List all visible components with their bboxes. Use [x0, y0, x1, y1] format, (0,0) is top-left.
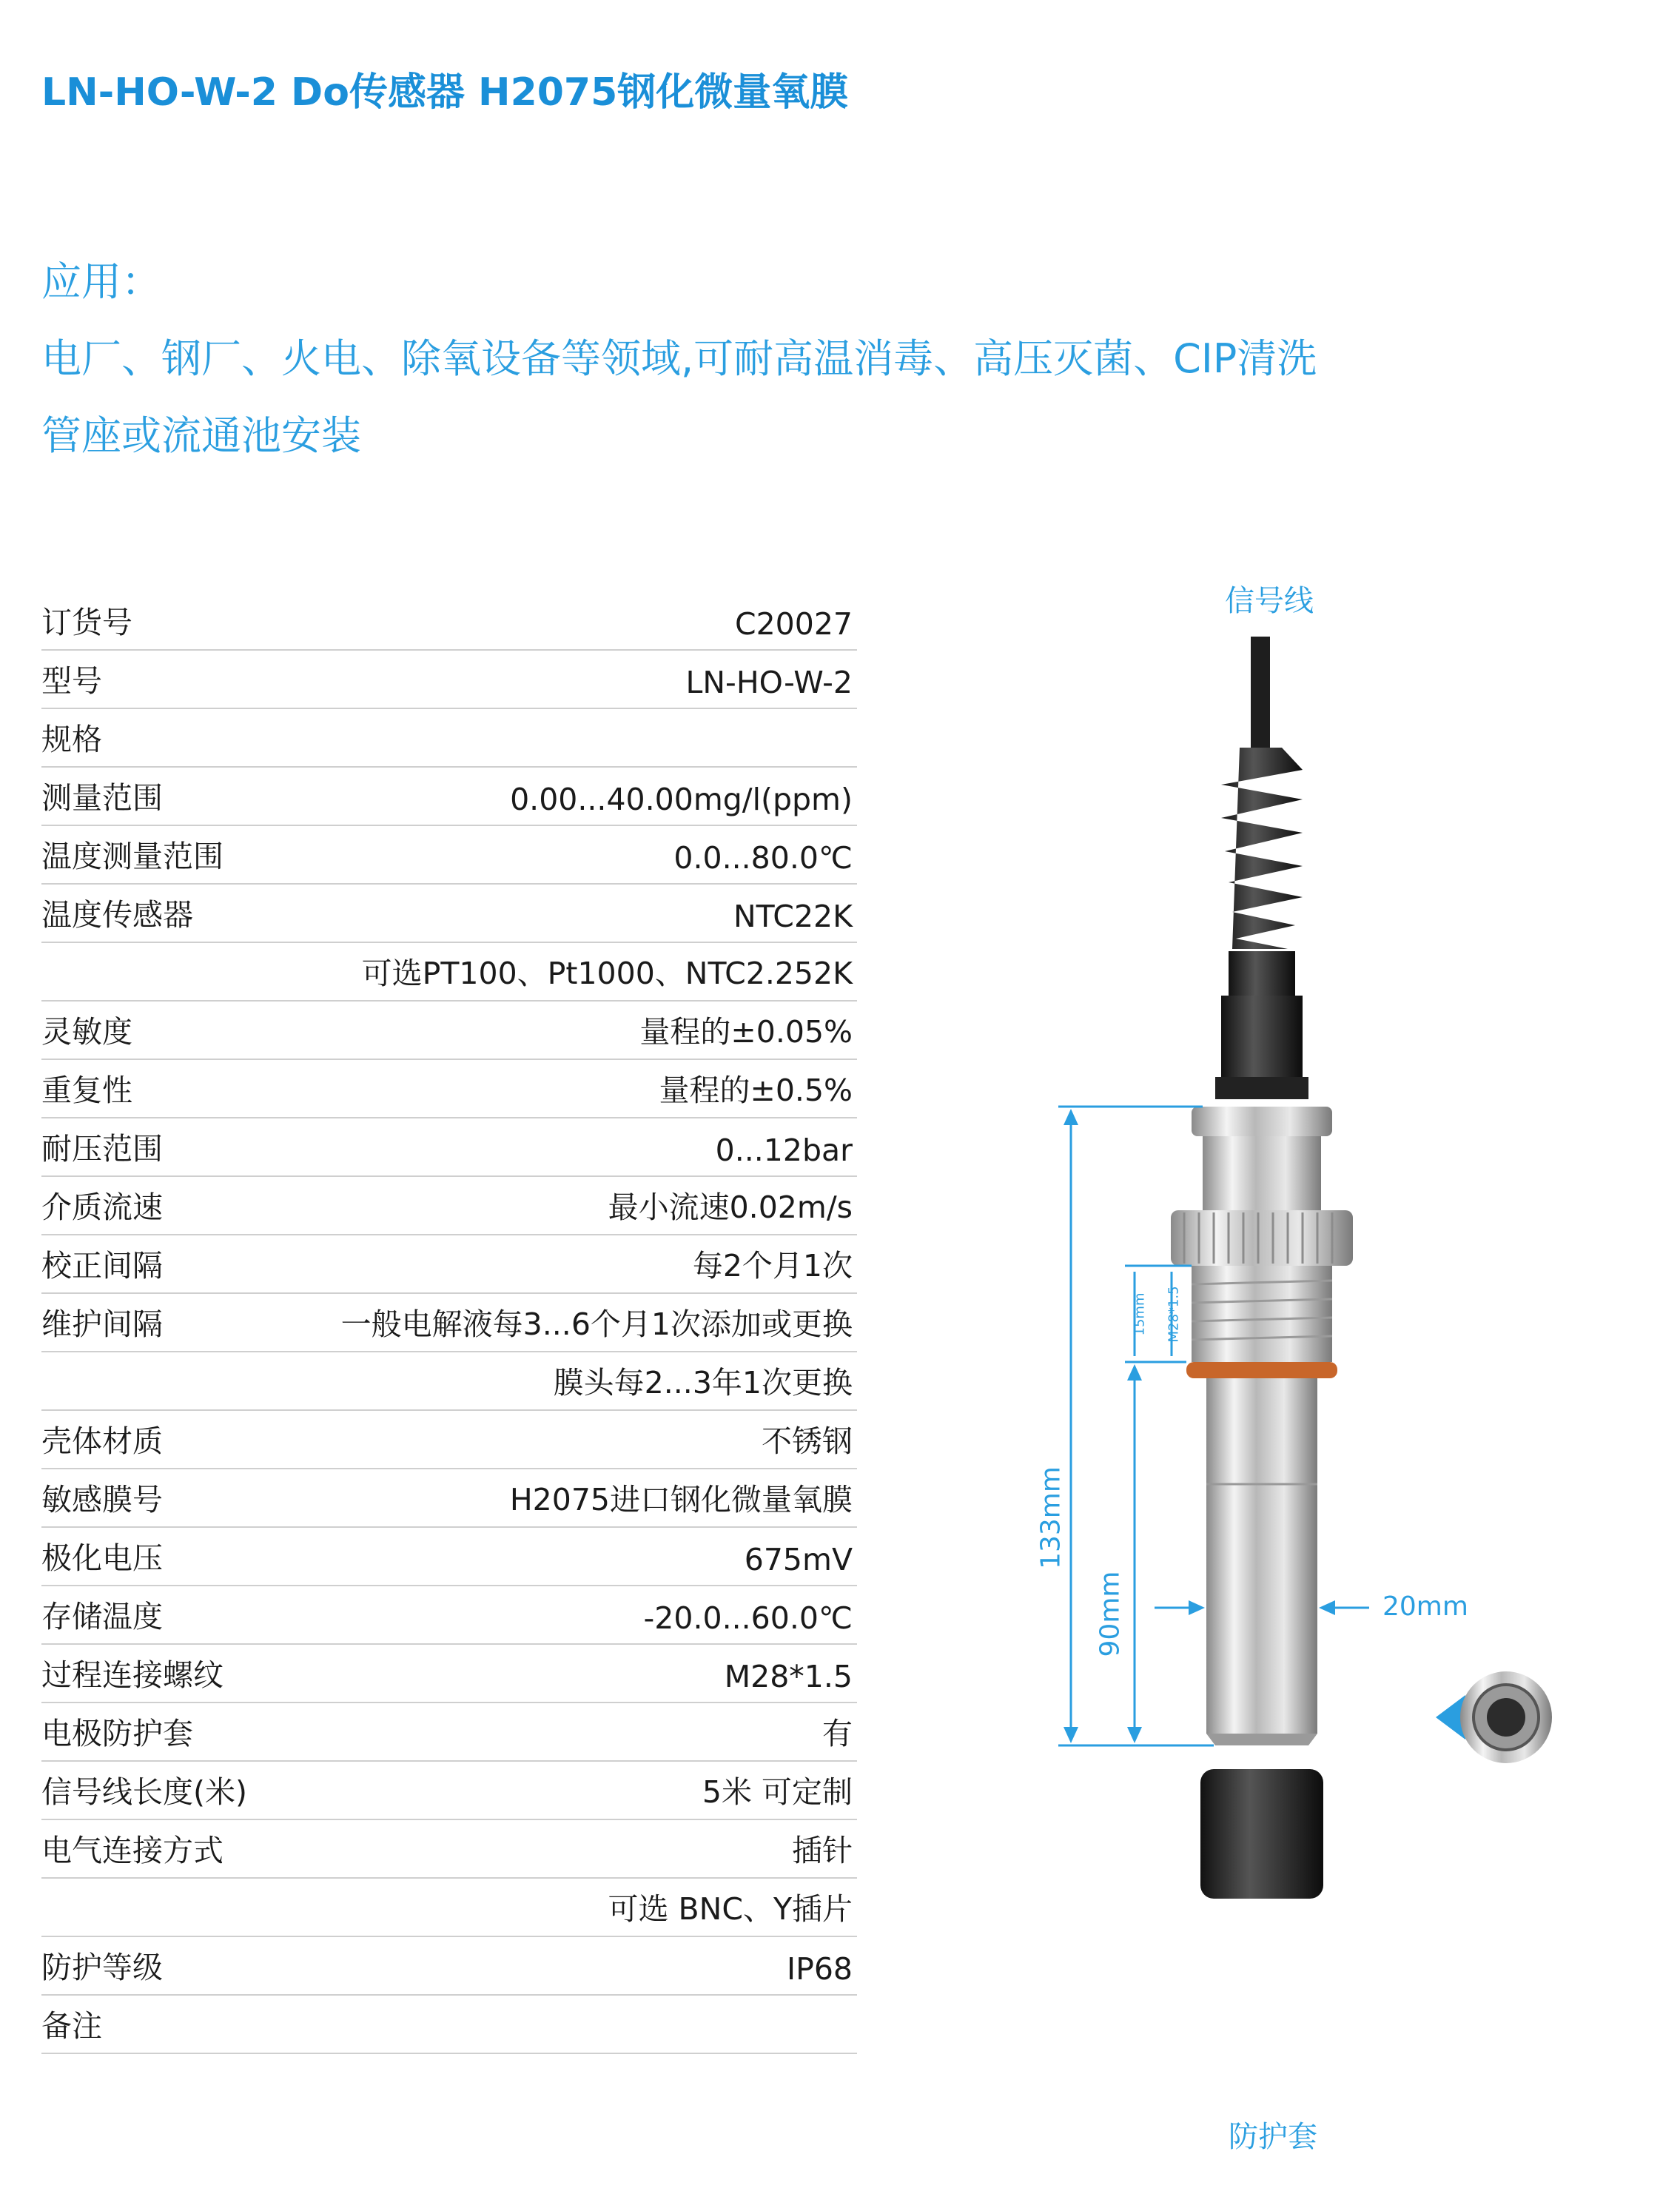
- spec-row: [41, 1235, 857, 1294]
- page-title: LN-HO-W-2 Do传感器 H2075钢化微量氧膜: [41, 70, 849, 115]
- spec-value: 膜头每2...3年1次更换: [553, 1365, 853, 1400]
- spec-row: [41, 1411, 857, 1469]
- spec-value: 675mV: [744, 1542, 853, 1577]
- dim-thread-label: M28*1.5: [1166, 1286, 1182, 1343]
- dim-diameter-label: 20mm: [1382, 1591, 1468, 1622]
- spec-value: NTC22K: [733, 899, 853, 934]
- spec-label: 备注: [41, 2008, 102, 2044]
- dim-thread-length-label: 15mm: [1132, 1292, 1148, 1336]
- spec-row: [41, 1879, 857, 1937]
- spec-row: [41, 826, 857, 885]
- spec-row: [41, 1469, 857, 1528]
- spec-value: H2075进口钢化微量氧膜: [509, 1482, 853, 1517]
- spec-label: 型号: [41, 663, 102, 699]
- upper-body: [1203, 1136, 1321, 1210]
- spec-row: [41, 1118, 857, 1177]
- spec-label: 订货号: [41, 605, 132, 640]
- spec-label: 介质流速: [41, 1190, 163, 1225]
- spec-label: 敏感膜号: [41, 1482, 163, 1517]
- spec-label: 重复性: [41, 1073, 132, 1108]
- spec-row: [41, 1528, 857, 1586]
- bottom-view-detail: [1436, 1671, 1552, 1763]
- spec-label: 规格: [41, 722, 102, 757]
- spec-label: 温度测量范围: [41, 839, 224, 874]
- spec-value: 可选PT100、Pt1000、NTC2.252K: [361, 956, 853, 991]
- signal-cable: [1251, 637, 1270, 748]
- spec-label: 维护间隔: [41, 1306, 163, 1342]
- spec-value: 可选 BNC、Y插片: [608, 1891, 853, 1927]
- spec-label: 电极防护套: [41, 1716, 193, 1751]
- spec-value: IP68: [787, 1951, 853, 1987]
- spec-value: 不锈钢: [762, 1423, 853, 1459]
- spec-label: 信号线长度(米): [41, 1774, 247, 1810]
- application-line-1: 电厂、钢厂、火电、除氧设备等领域,可耐高温消毒、高压灭菌、CIP清洗: [41, 335, 1317, 382]
- dim-total-label: 133mm: [1035, 1466, 1066, 1569]
- spec-row: [41, 1586, 857, 1645]
- spec-value: 最小流速0.02m/s: [608, 1190, 853, 1225]
- spec-row: [41, 1996, 857, 2054]
- membrane-cap-tip: [1206, 1734, 1317, 1745]
- spec-label: 防护等级: [41, 1950, 163, 1985]
- spec-row: [41, 1937, 857, 1996]
- spec-label: 测量范围: [41, 780, 163, 816]
- spec-row: [41, 1294, 857, 1352]
- spec-value: 0...12bar: [715, 1133, 853, 1168]
- spec-row: [41, 1820, 857, 1879]
- sensor-drawing: [977, 563, 1584, 2191]
- spec-row: [41, 1762, 857, 1820]
- spec-row: [41, 709, 857, 768]
- spec-row: [41, 1645, 857, 1703]
- spec-value: 0.0...80.0℃: [673, 840, 853, 876]
- spec-row: [41, 768, 857, 826]
- spec-row: [41, 651, 857, 709]
- protective-cover: [1200, 1769, 1323, 1899]
- spec-value: -20.0...60.0℃: [643, 1600, 853, 1636]
- spec-value: 每2个月1次: [692, 1248, 853, 1284]
- spec-table: [41, 592, 857, 2054]
- sensor-diagram: [977, 563, 1584, 2191]
- application-line-2: 管座或流通池安装: [41, 412, 361, 459]
- spec-value: 量程的±0.5%: [659, 1073, 853, 1108]
- spec-row: [41, 1703, 857, 1762]
- signal-cable-label: 信号线: [1225, 584, 1314, 618]
- spec-value: C20027: [734, 606, 853, 642]
- strain-relief: [1215, 748, 1308, 1099]
- spec-label: 电气连接方式: [41, 1833, 224, 1868]
- spec-label: 存储温度: [41, 1599, 163, 1634]
- spec-label: 耐压范围: [41, 1131, 163, 1167]
- spec-row: [41, 1060, 857, 1118]
- spec-row: [41, 592, 857, 651]
- spec-value: M28*1.5: [724, 1659, 853, 1694]
- spec-value: 0.00...40.00mg/l(ppm): [510, 782, 853, 817]
- application-heading: 应用：: [41, 258, 161, 305]
- spec-row: [41, 1177, 857, 1235]
- spec-label: 校正间隔: [41, 1248, 163, 1284]
- protective-cover-label: 防护套: [1229, 2120, 1317, 2154]
- top-nut: [1192, 1107, 1332, 1136]
- spec-value: 一般电解液每3...6个月1次添加或更换: [340, 1306, 853, 1342]
- dim-lower-label: 90mm: [1095, 1571, 1126, 1657]
- spec-value: 5米 可定制: [702, 1774, 853, 1810]
- spec-label: 壳体材质: [41, 1423, 163, 1459]
- spec-value: LN-HO-W-2: [685, 665, 853, 700]
- spec-row: [41, 943, 857, 1002]
- spec-label: 极化电压: [41, 1540, 163, 1576]
- sensor-shaft: [1206, 1378, 1317, 1734]
- spec-row: [41, 885, 857, 943]
- spec-value: 有: [822, 1716, 853, 1751]
- spec-value: 插针: [792, 1833, 853, 1868]
- spec-row: [41, 1352, 857, 1411]
- spec-row: [41, 1002, 857, 1060]
- spec-label: 过程连接螺纹: [41, 1657, 224, 1693]
- spec-label: 温度传感器: [41, 897, 193, 933]
- spec-label: 灵敏度: [41, 1014, 132, 1050]
- spec-value: 量程的±0.05%: [639, 1014, 853, 1050]
- o-ring: [1186, 1362, 1337, 1378]
